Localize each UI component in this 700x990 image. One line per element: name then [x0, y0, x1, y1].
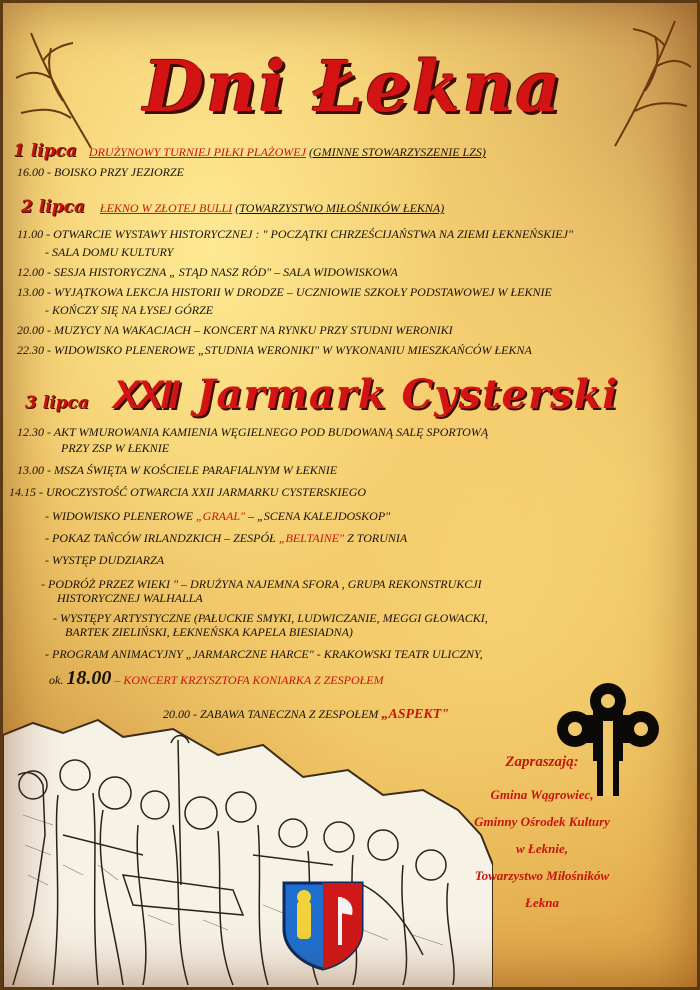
day3-item: - PROGRAM ANIMACYJNY „JARMARCZNE HARCE" - KRAKOWSKI TEATR ULICZNY,: [45, 647, 483, 661]
day3-item: 13.00 - MSZA ŚWIĘTA W KOŚCIELE PARAFIALNYM W ŁEKNIE: [17, 463, 338, 477]
day3-item-text: Z TORUNIA: [347, 531, 408, 545]
jarmark-title: [113, 371, 619, 418]
concert-time: 18.00: [66, 667, 112, 689]
day1-label: 1 lipca: [13, 141, 77, 161]
jarmark-edition: XXII: [113, 373, 177, 417]
day2-event: ŁEKNO W ZŁOTEJ BULLI: [99, 201, 233, 215]
day3-item: - WYSTĘP DUDZIARZA: [45, 553, 165, 567]
historical-scene-illustration: [3, 715, 493, 990]
day3-item: 14.15 - UROCZYSTOŚĆ OTWARCIA XXII JARMARKU CYSTERSKIEGO: [9, 485, 367, 499]
jarmark-name: Jarmark Cysterski: [196, 371, 619, 418]
concert-row: [49, 667, 384, 690]
concert-text: – KONCERT KRZYSZTOFA KONIARKA Z ZESPOŁEM: [114, 673, 384, 687]
day3-item: - PODRÓŻ PRZEZ WIEKI " – DRUŻYNA NAJEMNA SFORA , GRUPA REKONSTRUKCJI: [41, 577, 482, 591]
invitation-heading: Zapraszają:: [505, 754, 579, 770]
concert-prefix: ok.: [49, 673, 64, 687]
day1-item: 16.00 - BOISKO PRZY JEZIORZE: [17, 165, 184, 179]
day1-header: [13, 141, 486, 161]
day2-label: 2 lipca: [21, 197, 85, 217]
day3-item: HISTORYCZNEJ WALHALLA: [57, 591, 203, 605]
day3-label-row: [25, 393, 89, 413]
day3-item-beltaine: [45, 531, 407, 546]
day2-header: [21, 197, 444, 217]
poster-title: Dni Łekna: [143, 45, 563, 128]
day3-item: BARTEK ZIELIŃSKI, ŁEKNEŃSKA KAPELA BIESIADNA): [65, 625, 353, 639]
invitation-line: Towarzystwo Miłośników: [474, 868, 610, 883]
day3-item: - WYSTĘPY ARTYSTYCZNE (PAŁUCKIE SMYKI, LUDWICZANIE, MEGGI GŁOWACKI,: [53, 611, 488, 625]
dance-band: „ASPEKT": [381, 707, 450, 722]
day2-item: - SALA DOMU KULTURY: [45, 245, 174, 259]
dance-text: 20.00 - ZABAWA TANECZNA Z ZESPOŁEM: [163, 707, 379, 721]
day2-item: 22.30 - WIDOWISKO PLENEROWE „STUDNIA WERONIKI" W WYKONANIU MIESZKAŃCÓW ŁEKNA: [17, 343, 532, 357]
day2-item: 12.00 - SESJA HISTORYCZNA „ STĄD NASZ RÓD" – SALA WIDOWISKOWA: [17, 265, 398, 279]
invitation-line: Gmina Wągrowiec,: [490, 787, 594, 802]
day3-item-text: - WIDOWISKO PLENEROWE: [45, 509, 193, 523]
kalejdoskop-name: – „SCENA KALEJDOSKOP": [248, 509, 391, 523]
day2-organizer: (TOWARZYSTWO MIŁOŚNIKÓW ŁEKNA): [235, 201, 445, 215]
day2-item: 11.00 - OTWARCIE WYSTAWY HISTORYCZNEJ : " POCZĄTKI CHRZEŚCIJAŃSTWA NA ZIEMI ŁEKNEŃSKIEJ": [17, 227, 573, 241]
beltaine-name: „BELTAINE": [278, 531, 345, 545]
graal-name: „GRAAL": [195, 509, 246, 523]
day2-item: - KOŃCZY SIĘ NA ŁYSEJ GÓRZE: [45, 303, 214, 317]
invitation-line: Łekna: [525, 895, 559, 910]
day1-event: DRUŻYNOWY TURNIEJ PIŁKI PLAŻOWEJ: [88, 145, 306, 159]
day2-item: 20.00 - MUZYCY NA WAKACJACH – KONCERT NA RYNKU PRZY STUDNI WERONIKI: [17, 323, 453, 337]
coat-of-arms-icon: [280, 879, 366, 971]
day3-label: 3 lipca: [25, 393, 89, 413]
day1-organizer: (GMINNE STOWARZYSZENIE LZS): [308, 145, 486, 159]
day3-item-graal: [45, 509, 390, 524]
day3-item: 12.30 - AKT WMUROWANIA KAMIENIA WĘGIELNEGO POD BUDOWANĄ SALĘ SPORTOWĄ: [17, 425, 489, 439]
day3-item-text: - POKAZ TAŃCÓW IRLANDZKICH – ZESPÓŁ: [45, 531, 276, 545]
invitation-line: Gminny Ośrodek Kultury: [474, 814, 610, 829]
day3-item: PRZY ZSP W ŁEKNIE: [61, 441, 170, 455]
invitation-block: [467, 755, 617, 909]
invitation-line: w Łeknie,: [516, 841, 568, 856]
day2-item: 13.00 - WYJĄTKOWA LEKCJA HISTORII W DRODZE – UCZNIOWIE SZKOŁY PODSTAWOWEJ W ŁEKNIE: [17, 285, 552, 299]
